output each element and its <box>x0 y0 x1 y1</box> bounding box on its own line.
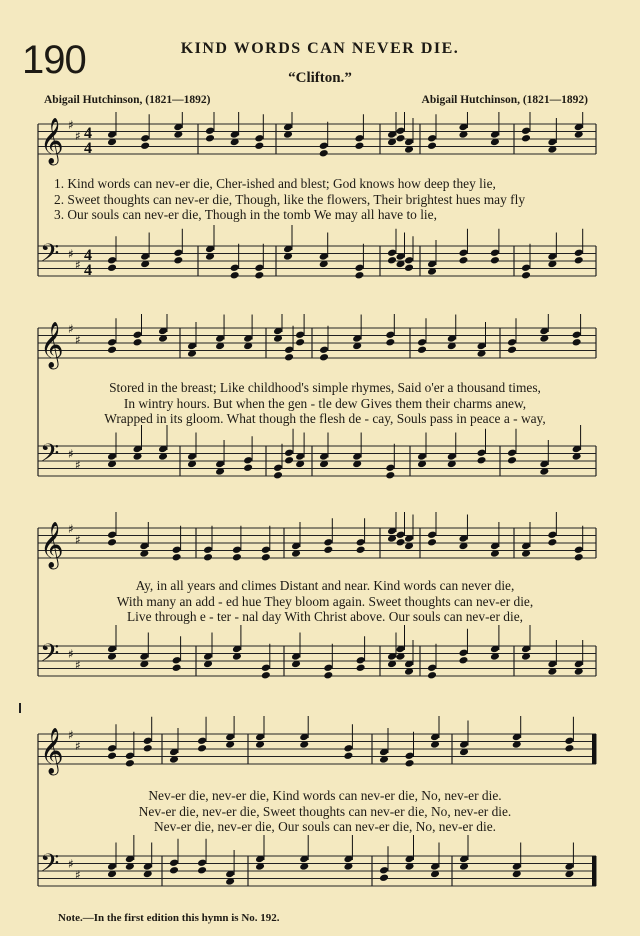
note-head <box>107 530 117 539</box>
hymn-title: KIND WORDS CAN NEVER DIE. <box>180 40 460 57</box>
note-head <box>574 545 584 554</box>
time-signature: 4 <box>84 125 92 142</box>
note-head <box>385 471 395 480</box>
note-head <box>172 553 182 562</box>
lyric-verse-3: Live through e - ter - nal day With Christ above. Our souls can nev-er die, <box>127 609 523 624</box>
lyrics-block-2 <box>40 380 610 427</box>
lyric-verse-1: Nev-er die, nev-er die, Kind words can nev-er die, No, nev-er die. <box>148 788 502 803</box>
time-signature: 4 <box>84 140 92 157</box>
note-head <box>107 338 117 347</box>
sharp-icon: ♯ <box>75 739 81 753</box>
music-system-3 <box>0 512 640 712</box>
note-head <box>319 345 329 354</box>
lyric-verse-3: Wrapped in its gloom. What though the flesh de - cay, Souls pass in peace a - way, <box>104 411 546 426</box>
time-signature: 4 <box>84 247 92 264</box>
note-head <box>140 134 150 143</box>
note-head <box>173 248 183 257</box>
note-head <box>458 656 468 665</box>
note-head <box>273 471 283 480</box>
sharp-icon: ♯ <box>68 647 74 661</box>
note-head <box>107 345 117 354</box>
note-head <box>261 663 271 672</box>
note-head <box>323 671 333 680</box>
note-head <box>396 126 406 135</box>
sharp-icon: ♯ <box>68 857 74 871</box>
note-head <box>343 744 353 753</box>
sharp-icon: ♯ <box>68 728 74 742</box>
treble-clef-icon: 𝄞 <box>40 728 64 774</box>
note-head <box>261 671 271 680</box>
words-credit: Abigail Hutchinson, (1821—1892) <box>44 94 211 106</box>
lyrics-block-1 <box>40 176 610 223</box>
note-head <box>205 126 215 135</box>
note-head <box>356 545 366 554</box>
tune-name: “Clifton.” <box>288 70 352 86</box>
note-head <box>232 545 242 554</box>
sharp-icon: ♯ <box>68 247 74 261</box>
music-system-2 <box>0 314 640 514</box>
note-head <box>197 858 207 867</box>
note-head <box>254 271 264 280</box>
note-head <box>254 263 264 272</box>
note-head <box>385 330 395 339</box>
note-head <box>427 538 437 547</box>
note-head <box>140 141 150 150</box>
sharp-icon: ♯ <box>75 333 81 347</box>
note-head <box>427 134 437 143</box>
note-head <box>197 744 207 753</box>
note-head <box>396 134 406 143</box>
sharp-icon: ♯ <box>75 458 81 472</box>
note-head <box>417 338 427 347</box>
margin-mark <box>19 703 21 713</box>
note-head <box>254 134 264 143</box>
note-head <box>387 248 397 257</box>
note-head <box>356 538 366 547</box>
note-head <box>107 751 117 760</box>
lyric-verse-2: With many an add - ed hue They bloom again. Sweet thoughts can nev-er die, <box>116 593 534 609</box>
note-head <box>172 663 182 672</box>
lyric-verse-1: 1. Kind words can nev-er die, Cher-ished and blest; God knows how deep they lie, <box>54 176 496 191</box>
note-head <box>521 263 531 272</box>
note-head <box>284 353 294 362</box>
sharp-icon: ♯ <box>68 447 74 461</box>
note-head <box>197 866 207 875</box>
note-head <box>173 256 183 265</box>
lyrics-block-3 <box>40 578 610 625</box>
note-head <box>107 256 117 265</box>
music-system-4 <box>0 716 640 916</box>
lyric-verse-2: 2. Sweet thoughts can nev-er die, Though, like the flowers, Their brightest hues may fly <box>54 191 526 207</box>
sharp-icon: ♯ <box>75 258 81 272</box>
note-head <box>354 271 364 280</box>
note-head <box>354 263 364 272</box>
note-head <box>564 736 574 745</box>
note-head <box>427 663 437 672</box>
treble-clef-icon: 𝄞 <box>40 322 64 368</box>
hymn-number: 190 <box>22 38 86 82</box>
note-head <box>574 248 584 257</box>
note-head <box>125 759 135 768</box>
note-head <box>133 330 143 339</box>
sharp-icon: ♯ <box>68 118 74 132</box>
note-head <box>284 448 294 457</box>
note-head <box>379 866 389 875</box>
note-head <box>547 530 557 539</box>
note-head <box>490 256 500 265</box>
footnote: Note.—In the first edition this hymn is No. 192. <box>58 912 280 924</box>
sharp-icon: ♯ <box>75 658 81 672</box>
note-head <box>243 456 253 465</box>
note-head <box>230 271 240 280</box>
final-barline <box>592 856 596 886</box>
note-head <box>230 263 240 272</box>
lyric-verse-3: 3. Our souls can nev-er die, Though in the tomb We may all have to lie, <box>54 207 437 222</box>
treble-clef-icon: 𝄞 <box>40 522 64 568</box>
note-head <box>574 553 584 562</box>
note-head <box>205 134 215 143</box>
note-head <box>404 263 414 272</box>
note-head <box>574 256 584 265</box>
note-head <box>427 671 437 680</box>
note-head <box>547 538 557 547</box>
note-head <box>107 263 117 272</box>
note-head <box>385 338 395 347</box>
note-head <box>319 353 329 362</box>
note-head <box>572 338 582 347</box>
note-head <box>396 538 406 547</box>
note-head <box>458 248 468 257</box>
note-head <box>284 456 294 465</box>
sharp-icon: ♯ <box>68 522 74 536</box>
note-head <box>458 648 468 657</box>
note-head <box>356 656 366 665</box>
note-head <box>232 553 242 562</box>
note-head <box>169 866 179 875</box>
note-head <box>125 751 135 760</box>
note-head <box>379 873 389 882</box>
note-head <box>477 448 487 457</box>
note-head <box>507 448 517 457</box>
note-head <box>396 530 406 539</box>
note-head <box>143 744 153 753</box>
note-head <box>354 141 364 150</box>
treble-clef-icon: 𝄞 <box>40 118 64 164</box>
note-head <box>354 134 364 143</box>
note-head <box>254 141 264 150</box>
note-head <box>319 149 329 158</box>
note-head <box>507 456 517 465</box>
note-head <box>172 545 182 554</box>
note-head <box>133 338 143 347</box>
note-head <box>427 530 437 539</box>
note-head <box>273 463 283 472</box>
note-head <box>404 256 414 265</box>
note-head <box>405 759 415 768</box>
note-head <box>356 663 366 672</box>
note-head <box>243 463 253 472</box>
note-head <box>295 338 305 347</box>
note-head <box>172 656 182 665</box>
note-head <box>343 751 353 760</box>
note-head <box>521 134 531 143</box>
bass-clef-icon: 𝄢 <box>40 439 60 474</box>
note-head <box>107 538 117 547</box>
time-signature: 4 <box>84 262 92 279</box>
lyric-verse-1: Ay, in all years and climes Distant and near. Kind words can never die, <box>135 578 515 593</box>
note-head <box>458 256 468 265</box>
note-head <box>417 345 427 354</box>
note-head <box>323 545 333 554</box>
note-head <box>387 256 397 265</box>
music-credit: Abigail Hutchinson, (1821—1892) <box>421 94 588 106</box>
lyric-verse-1: Stored in the breast; Like childhood's simple rhymes, Said o'er a thousand times, <box>109 380 541 395</box>
lyric-verse-2: In wintry hours. But when the gen - tle dew Gives them their charms anew, <box>123 395 527 411</box>
sharp-icon: ♯ <box>68 322 74 336</box>
note-head <box>261 545 271 554</box>
note-head <box>261 553 271 562</box>
note-head <box>169 858 179 867</box>
note-head <box>507 338 517 347</box>
lyric-verse-3: Nev-er die, nev-er die, Our souls can nev-er die, No, nev-er die. <box>153 819 497 834</box>
note-head <box>319 141 329 150</box>
bass-clef-icon: 𝄢 <box>40 239 60 274</box>
note-head <box>197 736 207 745</box>
note-head <box>490 248 500 257</box>
note-head <box>203 553 213 562</box>
note-head <box>572 330 582 339</box>
sharp-icon: ♯ <box>75 533 81 547</box>
sharp-icon: ♯ <box>75 129 81 143</box>
note-head <box>427 141 437 150</box>
note-head <box>203 545 213 554</box>
note-head <box>323 663 333 672</box>
music-system-1 <box>0 112 640 312</box>
note-head <box>107 744 117 753</box>
sharp-icon: ♯ <box>75 868 81 882</box>
note-head <box>385 463 395 472</box>
note-head <box>143 736 153 745</box>
lyrics-block-4 <box>40 788 610 835</box>
note-head <box>521 126 531 135</box>
note-head <box>507 345 517 354</box>
lyric-verse-2: Nev-er die, nev-er die, Sweet thoughts can nev-er die, No, nev-er die. <box>138 803 512 819</box>
note-head <box>284 345 294 354</box>
final-barline <box>592 734 596 764</box>
note-head <box>564 744 574 753</box>
note-head <box>477 456 487 465</box>
note-head <box>405 751 415 760</box>
bass-clef-icon: 𝄢 <box>40 639 60 674</box>
note-head <box>295 330 305 339</box>
note-head <box>323 538 333 547</box>
note-head <box>521 271 531 280</box>
bass-clef-icon: 𝄢 <box>40 849 60 884</box>
